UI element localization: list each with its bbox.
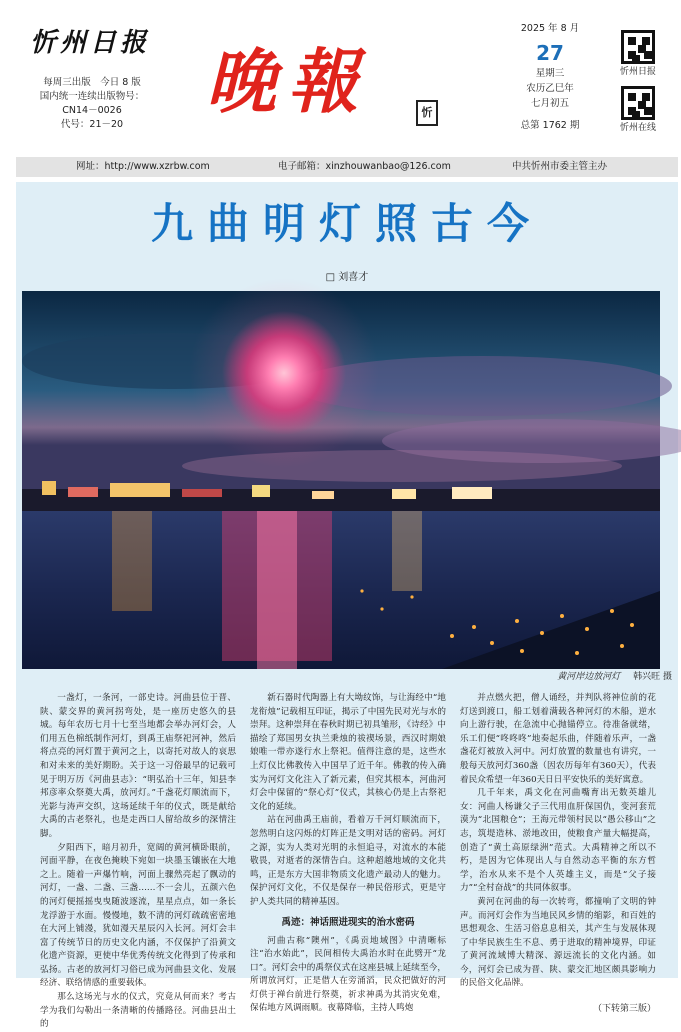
paragraph: 站在河曲禹王庙前，看着万千河灯顺流而下，忽然明白这闪烁的灯阵正是文明对话的密码。河灯之源，实为人类对光明的永恒追寻，对流水的本能敬畏，对逝者的深情告白。这种超越地域的文化共鸣，正是东方大国非物质文化遗产最动人的魅力。保护河灯文化，不仅是保存一种民俗形式，更是守护人类共同的精神基因。 — [250, 815, 446, 907]
photo-credit: 韩兴旺 摄 — [633, 672, 672, 682]
date-day: 27 — [536, 41, 564, 65]
qr-label-online: 忻州在线 — [619, 123, 656, 133]
article-body — [40, 692, 660, 1030]
newspaper-brand-name: 忻州日报 — [30, 28, 151, 58]
paragraph: 夕阳西下，暗月初升，宽阔的黄河横卧眼前，河面平静，在夜色掩映下宛如一块墨玉镶嵌在大地之上。随着一声爆竹响，河面上骤然亮起了飘动的河灯，一盏、二盏、三盏……不一会儿，五颜六色的河灯便摇摇曳曳随波逐流，星星点点，如一条长龙浮游于水面。慢慢地，数不清的河灯疏疏密密地在大河上铺漫，犹如漫天星辰闪入长河。河灯会丰富了传统节日的历史文化内涵，不仅保护了沿黄文化遗产资源，更使中华优秀传统文化得到了传承和弘扬。古老的放河灯习俗已成为河曲县文化、发展经济、联络情感的重要载体。 — [40, 842, 236, 989]
caption-text: 黄河岸边放河灯 — [557, 672, 621, 682]
photo-caption — [16, 669, 672, 685]
body-column-2 — [250, 692, 446, 1016]
paragraph: 黄河在河曲的每一次转弯，都撞响了文明的钟声。而河灯会作为当地民风乡情的缩影，和百姓的思想观念、生活习俗息息相关，其产生与发展体现了中华民族生生不息、勇于进取的精神境界，印证了黄河流域博大精深、源远流长的文化内涵。如今，河灯会已成为晋、陕、蒙交汇地区颇具影响力的民俗文化品牌。 — [460, 896, 656, 989]
qr-block-daily — [616, 30, 660, 79]
publication-info — [36, 76, 148, 132]
body-column-1 — [40, 692, 236, 1032]
website-link[interactable]: 网址：http://www.xzrbw.com — [76, 161, 210, 172]
article-headline: 九曲明灯照古今 — [150, 199, 543, 248]
continued-notice[interactable]: （下转第三版） — [592, 1004, 656, 1015]
publication-frequency: 每周三出版 今日 8 版 — [43, 77, 141, 88]
paragraph: 几千年来，禹文化在河曲嘴育出无数英雄儿女：河曲人杨谦父子三代用血肝保国仇，变河套荒漠为“北国粮仓”；王海元带领村民以“愚公移山”之志，筑堤造林、淤地改田，使粮食产量大幅提高，创造了“黄土高原绿洲”范式。大禹精神之所以不朽，是因为它体现出人与自然动态平衡的东方哲学，治水从来不是个人英雄主义，而是“父子接力”“全村奋战”的共同体叙事。 — [460, 788, 656, 894]
river-lantern-photo — [22, 291, 660, 669]
paragraph: 河曲古称“隩州”，《禹贡地域图》中清晰标注“治水始此”，民间相传大禹治水时在此劈开“龙口”。河灯会中的禹祭仪式在这座县城上延续至今，所谓放河灯，正是借人在旁涌滔，民众把做好的河灯供于禅台前进行祭奠，祈求神禹为其消灾免难，保佑地方风调雨顺。夜幕降临，主持人鸣炮 — [250, 935, 446, 1014]
article-byline: □ 刘喜才 — [325, 272, 369, 283]
body-column-3 — [460, 692, 656, 1017]
sponsor-text: 中共忻州市委主管主办 — [512, 161, 608, 172]
qr-code-icon — [621, 30, 655, 64]
issue-date-block — [510, 22, 590, 133]
serial-number: CN14－0026 — [62, 105, 122, 116]
paragraph: 新石器时代陶器上有大坳纹饰，与让海经中“地龙衔烛”记载相互印证，揭示了中国先民对光与水的崇拜。这种崇拜在春秋时期已初具雏形，《诗经》中描绘了郑国男女执兰秉烛的祓禊场景，西汉时期娘娘唯一带亦遂行水上祭祀。值得注意的是，这些水上灯仪比佛教传入中国早了近千年。佛教的传入确实为河灯文化注入了新元素，但究其根本，河曲河灯会中保留的“祭心灯”仪式，其核心仍是上古祭祀文化的延续。 — [250, 693, 446, 812]
postal-code: 代号：21－20 — [60, 119, 124, 130]
qr-code-icon — [621, 86, 655, 120]
lunar-day: 七月初五 — [530, 98, 569, 109]
section-subhead: 禹迹：神话照进现实的治水密码 — [281, 916, 415, 928]
evening-paper-seal: 忻 — [416, 100, 438, 126]
paragraph: 并点燃火把，僧人诵经，并判队将神位前的花灯送到渡口，船工划着满载各种河灯的木船，逆水向上游行驶，在急流中心抛锚停立。待准备就绪，乐工们便“咚咚咚”地奏起乐曲，伴随着乐声，一盏盏花灯被放入河中。河灯放置的数量也有讲究，一般每天放河灯360盏（因农历每年有360天），代表着民众希望一年360天日日平安快乐的美好寓意。 — [460, 693, 656, 785]
info-bar — [16, 157, 678, 177]
serial-label: 国内统一连续出版物号： — [39, 91, 145, 102]
qr-block-online — [616, 86, 660, 135]
email-address[interactable]: 电子邮箱：xinzhouwanbao@126.com — [278, 161, 451, 172]
lunar-year: 农历乙巳年 — [526, 83, 574, 94]
qr-label-daily: 忻州日报 — [619, 67, 656, 77]
masthead — [0, 0, 681, 156]
paragraph: 一盏灯，一条河，一部史诗。河曲县位于晋、陕、蒙交界的黄河拐弯处，是一座历史悠久的县城。每年农历七月十七至当地都会举办河灯会，人们用五色棉纸制作河灯，到禹王庙祭祀河神，然后将点亮的河灯置于黄河之上，以寄托对故人的哀思和对未来的美好期盼。关于这一习俗最早的记载可见于明万历《河曲县志》：“明弘治十三年，知县李邦彦率众祭奠大禹，放河灯。”千盏花灯顺流而下，光影与涛声交织，这场延续千年的仪式，既是献给大禹的古老祭礼，也是走西口人留给故乡的深情注脚。 — [40, 693, 236, 839]
fireworks-river-illustration — [22, 291, 660, 669]
paragraph: 那么这场光与水的仪式，究竟从何而来？考古学为我们勾勒出一条清晰的传播路径。河曲县出土的 — [40, 992, 236, 1030]
weekday: 星期三 — [535, 68, 565, 79]
evening-paper-logo: 晚報 — [206, 40, 370, 123]
date-year-month: 2025 年 8 月 — [520, 23, 580, 34]
feature-article — [16, 182, 678, 1030]
issue-number: 总第 1762 期 — [520, 120, 580, 131]
